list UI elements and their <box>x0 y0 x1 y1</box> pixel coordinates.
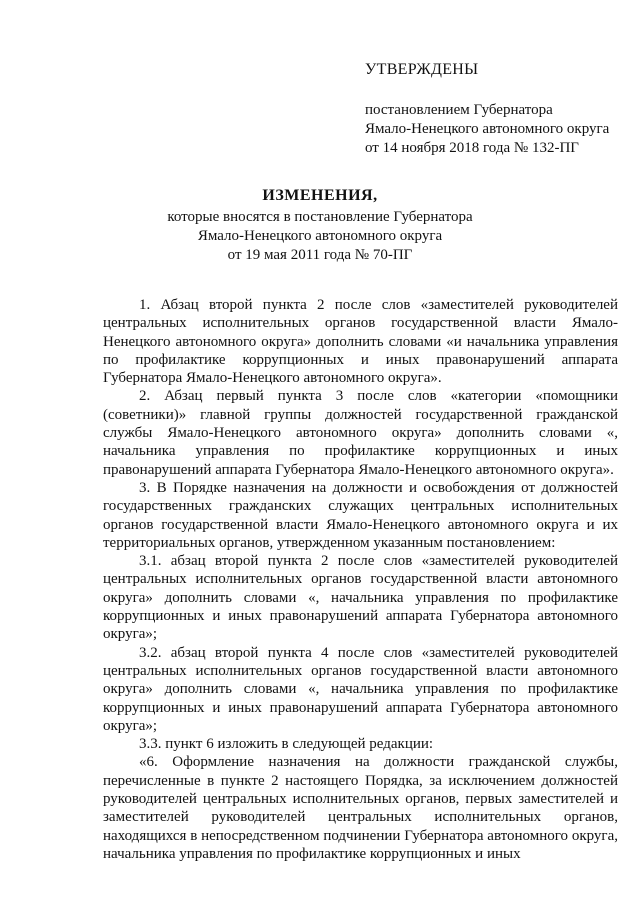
paragraph-3-1: 3.1. абзац второй пункта 2 после слов «заместителей руководителей центральных исполнительных органов государственной власти автономного округа» дополнить словами «, начальника управления по профилактике коррупционных и иных правонарушений аппарата Губернатора автономного округа»; <box>103 553 618 643</box>
paragraph-1: 1. Абзац второй пункта 2 после слов «заместителей руководителей центральных исполнительных органов государственной власти Ямало-Ненецкого автономного округа» дополнить словами «и начальника управления по профилактике коррупционных и иных правонарушений аппарата Губернатора Ямало-Ненецкого автономного округа». <box>103 297 618 387</box>
heading-line-3: от 19 мая 2011 года № 70-ПГ <box>227 247 413 263</box>
approval-title: УТВЕРЖДЕНЫ <box>365 61 479 78</box>
paragraph-quote-6: «6. Оформление назначения на должности гражданской службы, перечисленные в пункте 2 настоящего Порядка, за исключением должностей руководителей центральных исполнительных органов, первых заместителей и заместителей руководителей центральных исполнительных органов, находящихся в непосредственном подчинении Губернатора автономного округа, начальника управления по профилактике коррупционных и иных <box>103 754 618 862</box>
approval-line-2: Ямало-Ненецкого автономного округа <box>365 121 610 137</box>
approval-line-1: постановлением Губернатора <box>365 102 553 118</box>
paragraph-3-3: 3.3. пункт 6 изложить в следующей редакции: <box>139 736 434 753</box>
paragraph-3: 3. В Порядке назначения на должности и освобождения от должностей государственных гражданских служащих центральных исполнительных органов государственной власти Ямало-Ненецкого автономного округа и их территориальных органов, утвержденном указанным постановлением: <box>103 479 618 551</box>
document-body <box>103 296 618 863</box>
heading-line-2: Ямало-Ненецкого автономного округа <box>197 228 443 244</box>
paragraph-2: 2. Абзац первый пункта 3 после слов «категории «помощники (советники)» главной группы должностей государственной гражданской службы Ямало-Ненецкого автономного округа» дополнить словами «, начальника управления по профилактике коррупционных и иных правонарушений аппарата Губернатора Ямало-Ненецкого автономного округа». <box>103 388 618 478</box>
approval-line-3: от 14 ноября 2018 года № 132-ПГ <box>365 140 579 156</box>
document-heading <box>0 186 640 265</box>
heading-line-1: которые вносятся в постановление Губернатора <box>167 209 473 225</box>
paragraph-3-2: 3.2. абзац второй пункта 4 после слов «заместителей руководителей центральных исполнительных органов государственной власти автономного округа» дополнить словами «, начальника управления по профилактике коррупционных и иных правонарушений аппарата Губернатора автономного округа»; <box>103 644 618 734</box>
approval-block <box>365 60 609 158</box>
document-title: ИЗМЕНЕНИЯ, <box>262 187 378 204</box>
